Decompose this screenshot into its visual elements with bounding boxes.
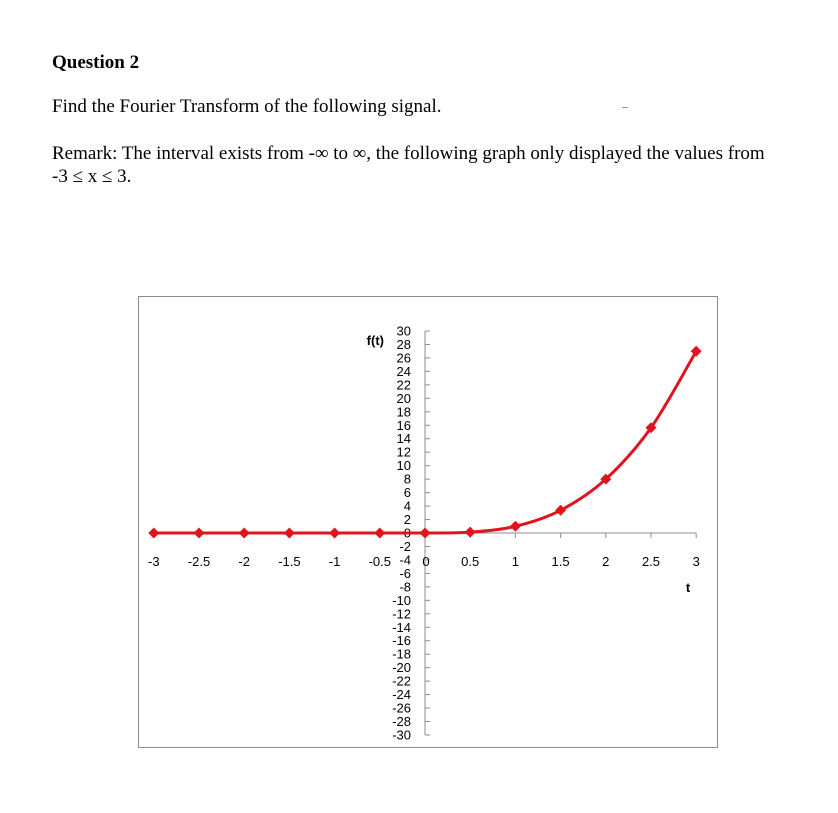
data-point-marker <box>420 528 431 539</box>
y-tick-label: 0 <box>403 525 411 541</box>
remark-line-1: Remark: The interval exists from -∞ to ∞, the following graph only displayed the values from <box>52 143 765 164</box>
question-prompt: Find the Fourier Transform of the following signal. <box>52 96 442 117</box>
function-chart <box>139 297 716 746</box>
data-point-marker <box>374 528 385 539</box>
y-tick-label: -8 <box>399 579 411 595</box>
y-tick-label: -16 <box>392 633 411 649</box>
y-tick-label: 10 <box>396 458 411 474</box>
x-tick-label: 1 <box>511 554 520 569</box>
x-tick-label: 2.5 <box>641 554 661 569</box>
question-remark <box>52 142 792 188</box>
y-tick-label: -18 <box>392 646 411 662</box>
y-tick-label: 30 <box>396 323 411 339</box>
x-tick-label: 3 <box>692 554 700 569</box>
y-tick-label: -20 <box>392 660 411 676</box>
data-point-marker <box>194 528 205 539</box>
x-axis-title: t <box>685 580 691 595</box>
y-tick-label: 28 <box>396 336 411 352</box>
y-tick-label: 20 <box>396 390 411 406</box>
y-tick-label: 18 <box>396 404 411 420</box>
y-tick-label: 4 <box>403 498 411 514</box>
y-tick-label: -10 <box>392 592 411 608</box>
y-tick-label: 14 <box>396 431 411 447</box>
y-axis-title: f(t) <box>366 333 384 348</box>
y-tick-label: -30 <box>392 727 411 743</box>
data-point-marker <box>284 528 295 539</box>
y-tick-label: -22 <box>392 673 411 689</box>
y-tick-label: -26 <box>392 700 411 716</box>
question-title: Question 2 <box>52 52 140 73</box>
y-tick-label: -12 <box>392 606 411 622</box>
y-tick-label: -4 <box>399 552 411 568</box>
y-tick-label: -28 <box>392 714 411 730</box>
data-point-marker <box>465 527 476 538</box>
y-tick-label: -6 <box>399 565 411 581</box>
y-tick-label: 2 <box>403 512 411 528</box>
x-tick-label: -0.5 <box>368 554 392 569</box>
x-tick-label: 0.5 <box>461 554 480 569</box>
data-point-marker <box>239 528 250 539</box>
y-tick-label: -2 <box>399 538 411 554</box>
y-tick-label: 8 <box>403 471 411 487</box>
x-tick-label: -3 <box>148 554 160 569</box>
remark-line-2: -3 ≤ x ≤ 3. <box>52 166 132 187</box>
data-point-marker <box>329 528 340 539</box>
stray-dash-mark <box>622 107 628 108</box>
y-tick-label: 16 <box>396 417 411 433</box>
x-tick-label: 1.5 <box>551 554 570 569</box>
data-point-marker <box>510 521 521 532</box>
x-tick-label: 0 <box>422 554 430 569</box>
data-point-marker <box>148 528 159 539</box>
y-tick-label: 26 <box>396 350 411 366</box>
chart-frame <box>138 296 718 748</box>
y-tick-label: 12 <box>396 444 411 460</box>
y-tick-label: -14 <box>392 619 411 635</box>
y-tick-label: -24 <box>392 687 411 703</box>
x-tick-label: -2.5 <box>187 554 211 569</box>
x-tick-label: -1 <box>328 554 341 569</box>
x-tick-label: -2 <box>238 554 250 569</box>
y-tick-label: 24 <box>396 363 411 379</box>
y-tick-label: 6 <box>403 485 411 501</box>
x-tick-label: -1.5 <box>278 554 301 569</box>
data-point-marker <box>555 505 566 516</box>
x-tick-label: 2 <box>602 554 610 569</box>
y-tick-label: 22 <box>396 377 411 393</box>
